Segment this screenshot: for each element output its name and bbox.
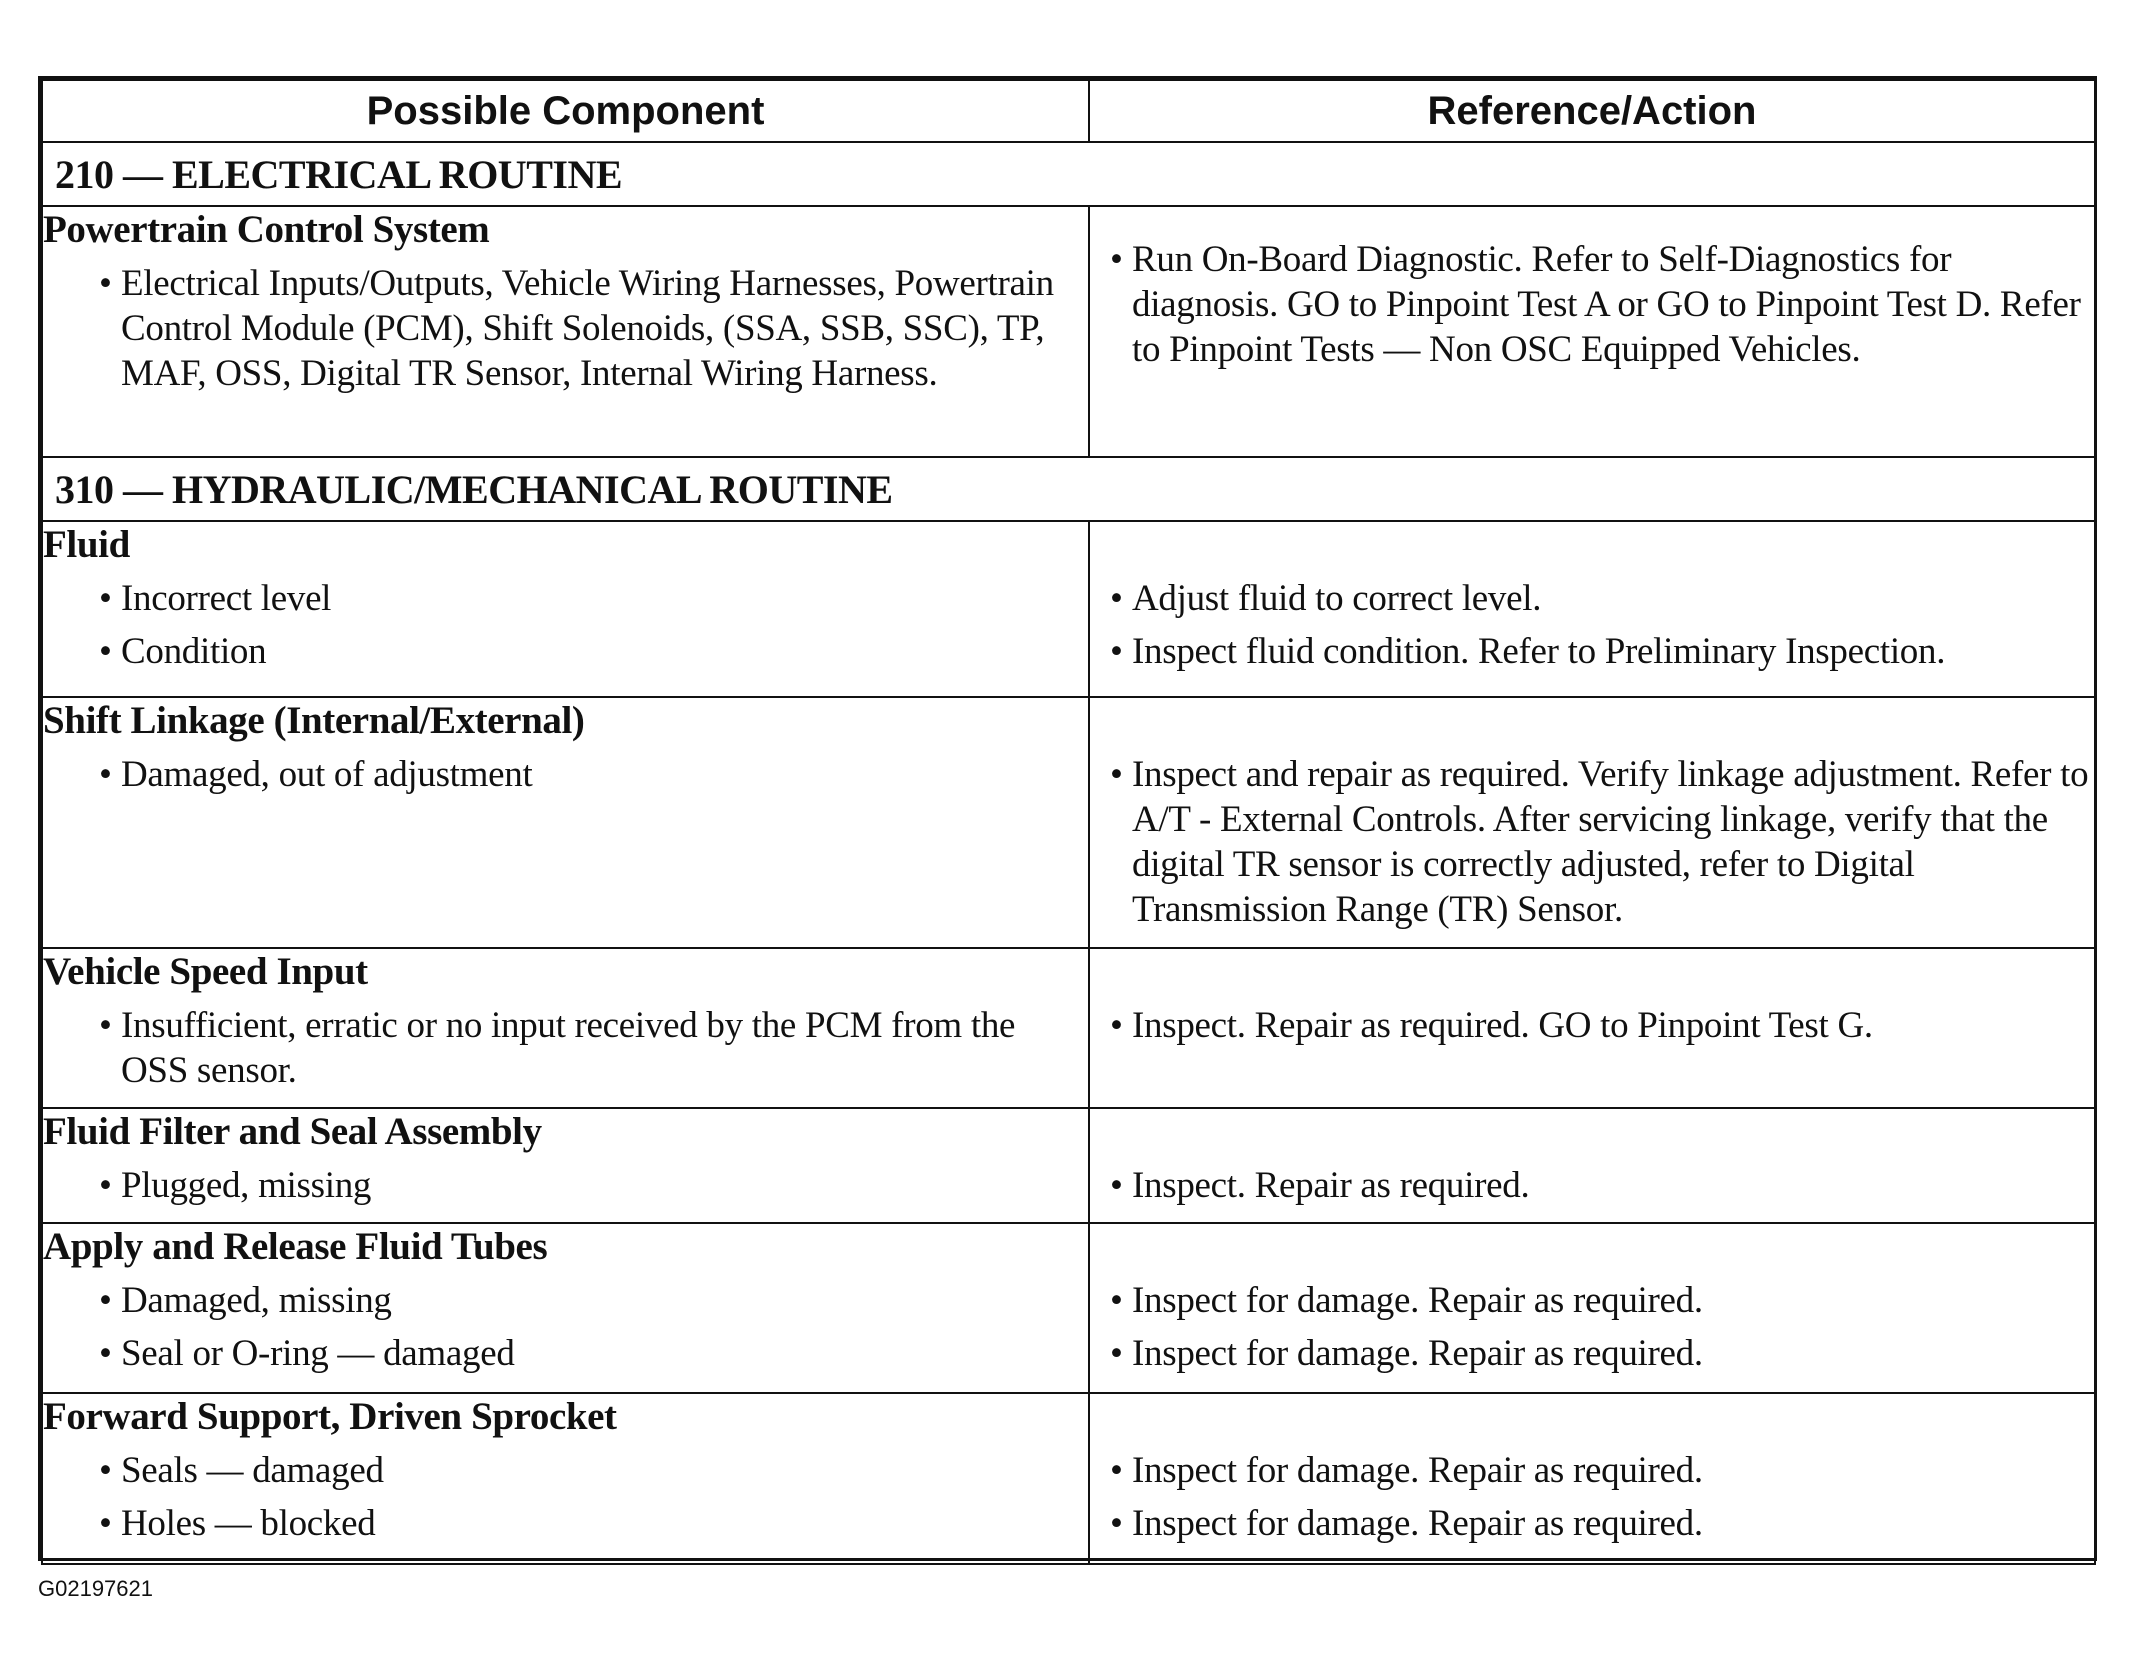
figure-code: G02197621	[38, 1576, 153, 1601]
bullet-icon: •	[99, 1280, 112, 1321]
header-reference-action: Reference/Action	[1089, 80, 2095, 142]
list-item	[1090, 1448, 2094, 1493]
cause-text: Plugged, missing	[121, 1165, 372, 1206]
list-item	[1090, 1278, 2094, 1323]
list-item	[43, 1331, 1088, 1376]
bullet-icon: •	[99, 631, 112, 672]
cause-text: Insufficient, erratic or no input received by the PCM from the OSS sensor.	[121, 1005, 1016, 1091]
list-item	[1090, 1163, 2094, 1208]
list-item	[43, 1448, 1088, 1493]
component-cell	[42, 1108, 1089, 1223]
bullet-icon: •	[99, 263, 112, 304]
list-item	[43, 1278, 1088, 1323]
cause-text: Damaged, out of adjustment	[121, 754, 533, 795]
cause-list	[43, 1163, 1088, 1208]
diagnostic-table	[41, 79, 2096, 1565]
component-title: Fluid Filter and Seal Assembly	[43, 1110, 542, 1153]
list-item	[43, 261, 1088, 396]
list-item	[43, 1163, 1088, 1208]
table-header-row	[42, 80, 2095, 142]
action-text: Inspect for damage. Repair as required.	[1132, 1333, 1703, 1374]
cause-text: Incorrect level	[121, 578, 332, 619]
cause-text: Electrical Inputs/Outputs, Vehicle Wiring Harnesses, Powertrain Control Module (PCM), Shift Solenoids, (SSA, SSB, SSC), TP, MAF, OSS, Digital TR Sensor, Internal Wiring Harness.	[121, 263, 1054, 394]
component-cell	[42, 521, 1089, 697]
list-item	[43, 576, 1088, 621]
action-text: Inspect fluid condition. Refer to Preliminary Inspection.	[1132, 631, 1946, 672]
section-row-electrical	[42, 142, 2095, 206]
cause-text: Damaged, missing	[121, 1280, 392, 1321]
bullet-icon: •	[99, 1503, 112, 1544]
diagnostic-table-frame	[38, 76, 2097, 1561]
component-title: Apply and Release Fluid Tubes	[43, 1225, 548, 1268]
list-item	[1090, 1501, 2094, 1546]
cause-list	[43, 1448, 1088, 1546]
action-list	[1090, 1278, 2094, 1376]
cause-list	[43, 752, 1088, 797]
component-title: Fluid	[43, 523, 130, 566]
list-item	[1090, 237, 2094, 372]
component-cell	[42, 206, 1089, 457]
list-item	[1090, 1003, 2094, 1048]
list-item	[43, 1501, 1088, 1546]
section-title: 210 — ELECTRICAL ROUTINE	[42, 142, 2095, 206]
component-title: Forward Support, Driven Sprocket	[43, 1395, 617, 1438]
title-spacer	[1090, 1224, 2094, 1270]
section-title: 310 — HYDRAULIC/MECHANICAL ROUTINE	[42, 457, 2095, 521]
action-text: Inspect. Repair as required.	[1132, 1165, 1530, 1206]
title-spacer	[1090, 1109, 2094, 1155]
action-cell	[1089, 948, 2095, 1108]
bullet-icon: •	[1110, 1333, 1123, 1374]
title-spacer	[1090, 522, 2094, 568]
action-cell	[1089, 1393, 2095, 1564]
action-text: Inspect for damage. Repair as required.	[1132, 1280, 1703, 1321]
cause-text: Condition	[121, 631, 267, 672]
title-spacer	[1090, 698, 2094, 744]
bullet-icon: •	[1110, 1280, 1123, 1321]
component-title: Shift Linkage (Internal/External)	[43, 699, 585, 742]
action-text: Adjust fluid to correct level.	[1132, 578, 1542, 619]
cause-list	[43, 1278, 1088, 1376]
action-text: Inspect and repair as required. Verify linkage adjustment. Refer to A/T - External Controls. After servicing linkage, verify that the digital TR sensor is correctly adjusted, refer to Digital Transmission Range (TR) Sensor.	[1132, 754, 2089, 930]
table-row	[42, 521, 2095, 697]
action-text: Inspect. Repair as required. GO to Pinpoint Test G.	[1132, 1005, 1873, 1046]
list-item	[1090, 752, 2094, 932]
bullet-icon: •	[99, 1005, 112, 1046]
bullet-icon: •	[99, 1165, 112, 1206]
cause-list	[43, 576, 1088, 674]
bullet-icon: •	[1110, 631, 1123, 672]
component-cell	[42, 1223, 1089, 1393]
action-cell	[1089, 206, 2095, 457]
action-text: Inspect for damage. Repair as required.	[1132, 1503, 1703, 1544]
table-row	[42, 1393, 2095, 1564]
list-item	[43, 1003, 1088, 1093]
bullet-icon: •	[1110, 1005, 1123, 1046]
section-row-hydraulic	[42, 457, 2095, 521]
action-cell	[1089, 697, 2095, 948]
cause-text: Seals — damaged	[121, 1450, 384, 1491]
table-row	[42, 1108, 2095, 1223]
bullet-icon: •	[99, 1333, 112, 1374]
table-row	[42, 206, 2095, 457]
table-row	[42, 1223, 2095, 1393]
cause-list	[43, 261, 1088, 396]
action-list	[1090, 576, 2094, 674]
bullet-icon: •	[1110, 1450, 1123, 1491]
action-text: Run On-Board Diagnostic. Refer to Self-Diagnostics for diagnosis. GO to Pinpoint Test A or GO to Pinpoint Test D. Refer to Pinpoint Tests — Non OSC Equipped Vehicles.	[1132, 239, 2081, 370]
table-row	[42, 948, 2095, 1108]
action-list	[1090, 1163, 2094, 1208]
action-list	[1090, 1448, 2094, 1546]
bullet-icon: •	[99, 1450, 112, 1491]
list-item	[1090, 629, 2094, 674]
bullet-icon: •	[1110, 1503, 1123, 1544]
bullet-icon: •	[99, 578, 112, 619]
component-cell	[42, 697, 1089, 948]
component-cell	[42, 948, 1089, 1108]
bullet-icon: •	[1110, 754, 1123, 795]
action-cell	[1089, 521, 2095, 697]
action-cell	[1089, 1223, 2095, 1393]
action-text: Inspect for damage. Repair as required.	[1132, 1450, 1703, 1491]
header-possible-component: Possible Component	[42, 80, 1089, 142]
cause-list	[43, 1003, 1088, 1093]
component-title: Vehicle Speed Input	[43, 950, 368, 993]
bullet-icon: •	[99, 754, 112, 795]
action-list	[1090, 1003, 2094, 1048]
bullet-icon: •	[1110, 578, 1123, 619]
component-title: Powertrain Control System	[43, 208, 490, 251]
list-item	[43, 752, 1088, 797]
bullet-icon: •	[1110, 1165, 1123, 1206]
list-item	[1090, 1331, 2094, 1376]
cause-text: Seal or O-ring — damaged	[121, 1333, 515, 1374]
bullet-icon: •	[1110, 239, 1123, 280]
list-item	[1090, 576, 2094, 621]
action-list	[1090, 752, 2094, 932]
action-list	[1090, 237, 2094, 372]
cause-text: Holes — blocked	[121, 1503, 376, 1544]
list-item	[43, 629, 1088, 674]
table-row	[42, 697, 2095, 948]
title-spacer	[1090, 1394, 2094, 1440]
title-spacer	[1090, 949, 2094, 995]
action-cell	[1089, 1108, 2095, 1223]
component-cell	[42, 1393, 1089, 1564]
